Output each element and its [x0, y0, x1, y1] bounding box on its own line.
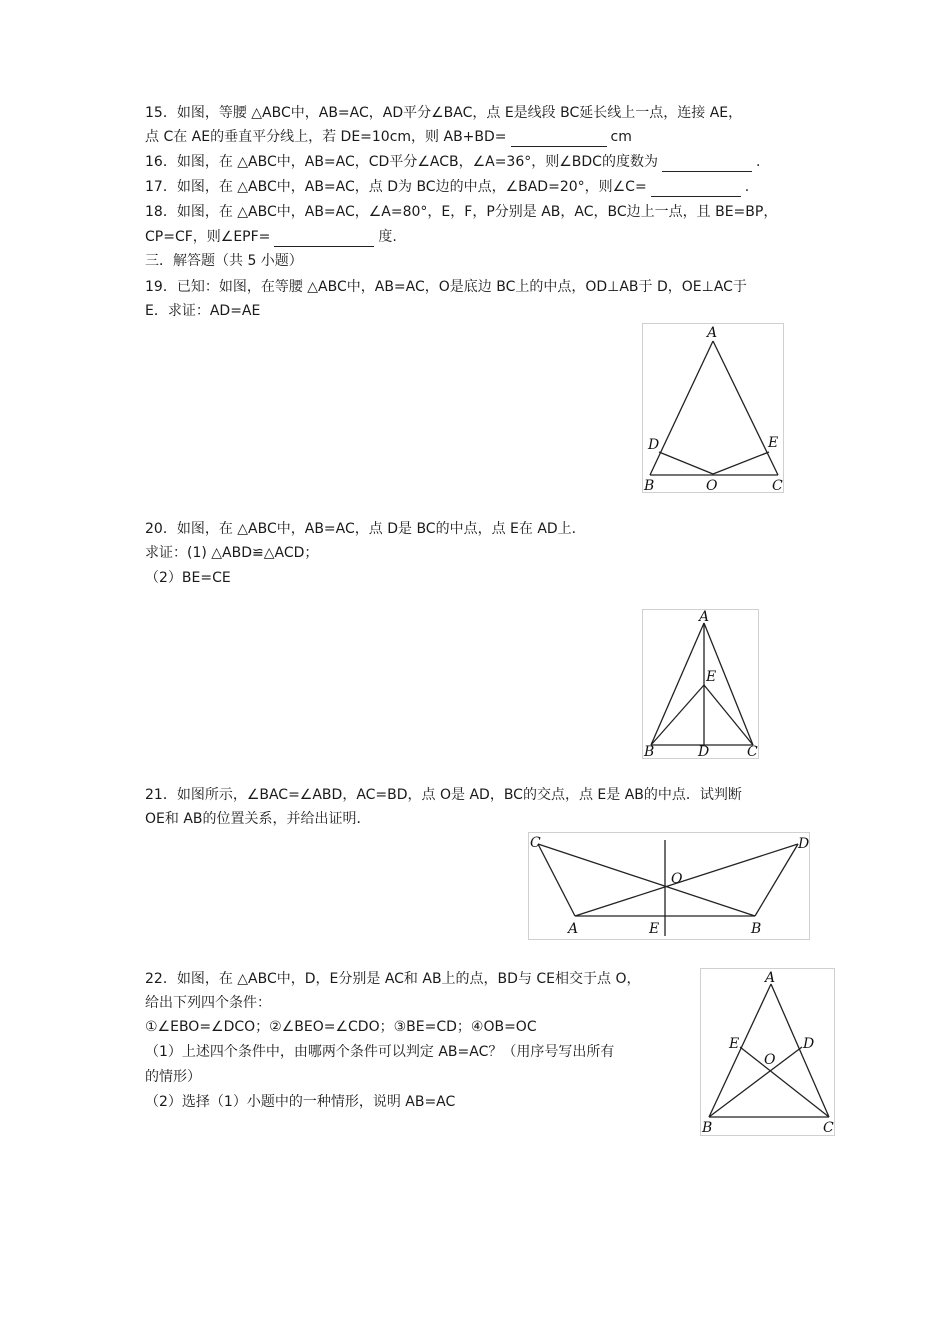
- q15-unit: cm: [610, 129, 632, 145]
- q15-line1: 15．如图，等腰 △ABC中，AB=AC，AD平分∠BAC，点 E是线段 BC延长线上一点，连接 AE，: [145, 105, 743, 121]
- q22-label-b: B: [702, 1120, 713, 1136]
- q21-label-d: D: [798, 836, 810, 852]
- q22-line2: 给出下列四个条件：: [145, 995, 271, 1011]
- q18-answer-blank[interactable]: [274, 228, 374, 247]
- q22-line1: 22．如图，在 △ABC中，D，E分别是 AC和 AB上的点，BD与 CE相交于点 O，: [145, 971, 641, 987]
- q15-line2: [145, 128, 632, 147]
- q17-line: [145, 178, 749, 197]
- q17-answer-blank[interactable]: [651, 178, 741, 197]
- q19-line1: 19．已知：如图，在等腰 △ABC中，AB=AC，O是底边 BC上的中点，OD⊥AB于 D，OE⊥AC于: [145, 279, 747, 295]
- q18-line1: 18．如图，在 △ABC中，AB=AC，∠A=80°，E，F，P分别是 AB，AC，BC边上一点，且 BE=BP，: [145, 204, 778, 220]
- q22-line5: 的情形）: [145, 1069, 201, 1085]
- q22-label-a: A: [765, 970, 776, 986]
- q18-line2: [145, 228, 397, 247]
- q22-line6: （2）选择（1）小题中的一种情形，说明 AB=AC: [145, 1094, 456, 1110]
- q20-label-c: C: [747, 744, 758, 759]
- q19-label-o: O: [706, 478, 718, 493]
- section-heading: 三．解答题（共 5 小题）: [145, 253, 303, 269]
- q22-label-e: E: [729, 1036, 740, 1052]
- q22-label-c: C: [823, 1120, 834, 1136]
- q19-label-e: E: [768, 435, 779, 451]
- q22-line4: （1）上述四个条件中，由哪两个条件可以判定 AB=AC？（用序号写出所有: [145, 1044, 615, 1060]
- q22-label-o: O: [764, 1052, 776, 1068]
- q16-answer-blank[interactable]: [662, 153, 752, 172]
- q21-label-o: O: [671, 871, 683, 887]
- q15-answer-blank[interactable]: [511, 128, 607, 147]
- q19-label-c: C: [772, 478, 783, 493]
- q16-period: .: [755, 154, 761, 170]
- q17-text: 17．如图，在 △ABC中，AB=AC，点 D为 BC边的中点，∠BAD=20°，则∠C=: [145, 179, 647, 195]
- q19-label-a: A: [707, 325, 718, 341]
- q19-figure: [642, 323, 784, 493]
- q20-figure: [642, 609, 759, 759]
- q21-label-a: A: [568, 921, 579, 937]
- q16-line: [145, 153, 760, 172]
- q16-text: 16．如图，在 △ABC中，AB=AC，CD平分∠ACB，∠A=36°，则∠BDC的度数为: [145, 154, 658, 170]
- q20-label-a: A: [699, 609, 710, 625]
- q19-line2: E．求证：AD=AE: [145, 303, 261, 319]
- q20-line3: （2）BE=CE: [145, 570, 231, 586]
- q18-unit: 度.: [378, 229, 397, 245]
- q21-figure: [528, 832, 810, 940]
- q21-label-b: B: [751, 921, 762, 937]
- q18-line2-text: CP=CF，则∠EPF=: [145, 229, 271, 245]
- q15-line2-text: 点 C在 AE的垂直平分线上，若 DE=10cm，则 AB+BD=: [145, 129, 507, 145]
- q21-label-c: C: [530, 835, 541, 851]
- q22-label-d: D: [803, 1036, 815, 1052]
- q19-label-d: D: [648, 437, 660, 453]
- q21-label-e: E: [649, 921, 660, 937]
- q20-label-d: D: [698, 744, 710, 759]
- q22-line3: ①∠EBO=∠DCO；②∠BEO=∠CDO；③BE=CD；④OB=OC: [145, 1019, 537, 1035]
- q20-line2: 求证：(1) △ABD≌△ACD；: [145, 545, 319, 561]
- q21-line2: OE和 AB的位置关系，并给出证明．: [145, 811, 371, 827]
- q20-label-e: E: [706, 669, 717, 685]
- q22-figure: [700, 968, 835, 1136]
- q20-label-b: B: [644, 744, 655, 759]
- q21-line1: 21．如图所示，∠BAC=∠ABD，AC=BD，点 O是 AD，BC的交点，点 E是 AB的中点．试判断: [145, 787, 742, 803]
- q20-line1: 20．如图，在 △ABC中，AB=AC，点 D是 BC的中点，点 E在 AD上．: [145, 521, 586, 537]
- q19-label-b: B: [644, 478, 655, 493]
- q17-period: .: [744, 179, 750, 195]
